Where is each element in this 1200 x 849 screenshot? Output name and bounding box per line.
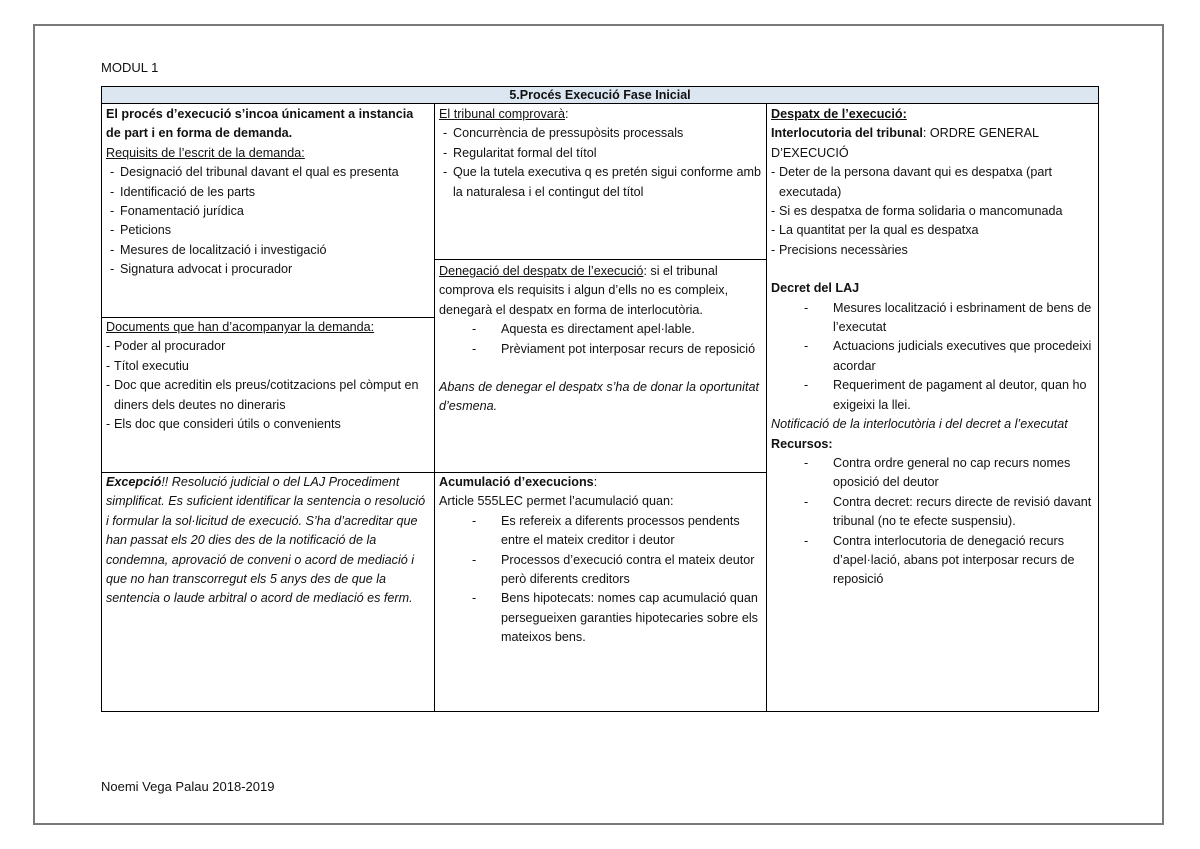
list-item: - Doc que acreditin els preus/cotitzacions pel còmput en diners dels deutes no dineraris	[106, 376, 430, 415]
list-item: - Concurrència de pressupòsits processals	[439, 124, 762, 143]
col1-requisits-cell	[102, 105, 434, 280]
list-item: - Títol executiu	[106, 357, 430, 376]
list-item: - Si es despatxa de forma solidaria o mancomunada	[771, 202, 1095, 221]
list-item: - Identificació de les parts	[106, 183, 430, 202]
despatx-title: Despatx de l’execució:	[771, 107, 907, 121]
list-item: - Que la tutela executiva q es pretén sigui conforme amb la naturalesa i el contingut del títol	[439, 163, 762, 202]
summary-table	[101, 86, 1099, 712]
list-item: - Aquesta es directament apel·lable.	[439, 320, 762, 339]
denegacio-title: Denegació del despatx de l’execució	[439, 264, 644, 278]
list-item: - Es refereix a diferents processos pendents entre el mateix creditor i deutor	[439, 512, 762, 551]
list-item: - Requeriment de pagament al deutor, quan ho exigeixi la llei.	[771, 376, 1095, 415]
acumulacio-intro: Article 555LEC permet l’acumulació quan:	[439, 494, 674, 509]
col1-documents-cell	[102, 318, 434, 434]
denegacio-text: : si el tribunal comprova els requisits i algun d’ells no es compleix, denegarà el despatx en forma de interlocutòria.	[439, 264, 729, 317]
list-item: - La quantitat per la qual es despatxa	[771, 221, 1095, 240]
requisits-title: Requisits de l’escrit de la demanda:	[106, 145, 305, 160]
row-divider	[434, 259, 766, 260]
list-item: - Fonamentació jurídica	[106, 202, 430, 221]
list-item: - Contra interlocutoria de denegació recurs d’apel·lació, abans pot interposar recurs de reposició	[771, 532, 1095, 590]
list-item: - Actuacions judicials executives que procedeixi acordar	[771, 337, 1095, 376]
list-item: - Precisions necessàries	[771, 241, 1095, 260]
interlocutoria-text: : ORDRE GENERAL D’EXECUCIÓ	[771, 126, 1039, 160]
list-item: - Peticions	[106, 221, 430, 240]
col2-tribunal-cell	[435, 105, 766, 202]
excepcio-text: !! Resolució judicial o del LAJ Procediment simplificat. Es suficient identificar la sentencia o resolució i formular la sol·licitud de execució. S’ha d’acreditar que han passat els 20 dies des de la notificació de la condemna, aprovació de conveni o acord de mediació i que no han transcorregut els 5 anys des de que la sentencia o laude arbitral o acord de mediació es ferm.	[106, 475, 426, 606]
list-item: - Signatura advocat i procurador	[106, 260, 430, 279]
table-title: 5.Procés Execució Fase Inicial	[102, 87, 1098, 104]
list-item: - Mesures localització i esbrinament de bens de l’executat	[771, 299, 1095, 338]
list-item: - Designació del tribunal davant el qual es presenta	[106, 163, 430, 182]
list-item: - Deter de la persona davant qui es despatxa (part executada)	[771, 163, 1095, 202]
list-item: - Contra ordre general no cap recurs nomes oposició del deutor	[771, 454, 1095, 493]
list-item: - Mesures de localització i investigació	[106, 241, 430, 260]
col2-acumulacio-cell	[435, 473, 766, 648]
module-label: MODUL 1	[101, 60, 159, 75]
list-item: - Poder al procurador	[106, 337, 430, 356]
col1-intro: El procés d’execució s’incoa únicament a instancia de part i en forma de demanda.	[106, 107, 414, 141]
list-item: - Els doc que consideri útils o convenients	[106, 415, 430, 434]
col3-cell	[767, 105, 1099, 590]
notificacio-text: Notificació de la interlocutòria i del decret a l’executat	[771, 417, 1068, 432]
col1-excepcio-cell	[102, 473, 434, 609]
decret-title: Decret del LAJ	[771, 281, 860, 296]
denegacio-note: Abans de denegar el despatx s’ha de donar la oportunitat d’esmena.	[439, 380, 759, 414]
documents-title: Documents que han d’acompanyar la demanda:	[106, 320, 375, 334]
list-item: - Bens hipotecats: nomes cap acumulació quan persegueixen garanties hipotecaries sobre els mateixos bens.	[439, 589, 762, 647]
recursos-title: Recursos:	[771, 436, 833, 451]
footer-author: Noemi Vega Palau 2018-2019	[101, 779, 275, 794]
list-item: - Prèviament pot interposar recurs de reposició	[439, 340, 762, 359]
tribunal-title: El tribunal comprovarà	[439, 107, 565, 121]
col2-denegacio-cell	[435, 262, 766, 417]
list-item: - Contra decret: recurs directe de revisió davant tribunal (no te efecte suspensiu).	[771, 493, 1095, 532]
acumulacio-colon: :	[593, 475, 598, 489]
acumulacio-title: Acumulació d’execucions	[439, 475, 594, 489]
tribunal-colon: :	[565, 107, 569, 121]
list-item: - Processos d’execució contra el mateix deutor però diferents creditors	[439, 551, 762, 590]
list-item: - Regularitat formal del títol	[439, 144, 762, 163]
interlocutoria-label: Interlocutoria del tribunal	[771, 126, 923, 141]
excepcio-label: Excepció	[106, 475, 162, 489]
